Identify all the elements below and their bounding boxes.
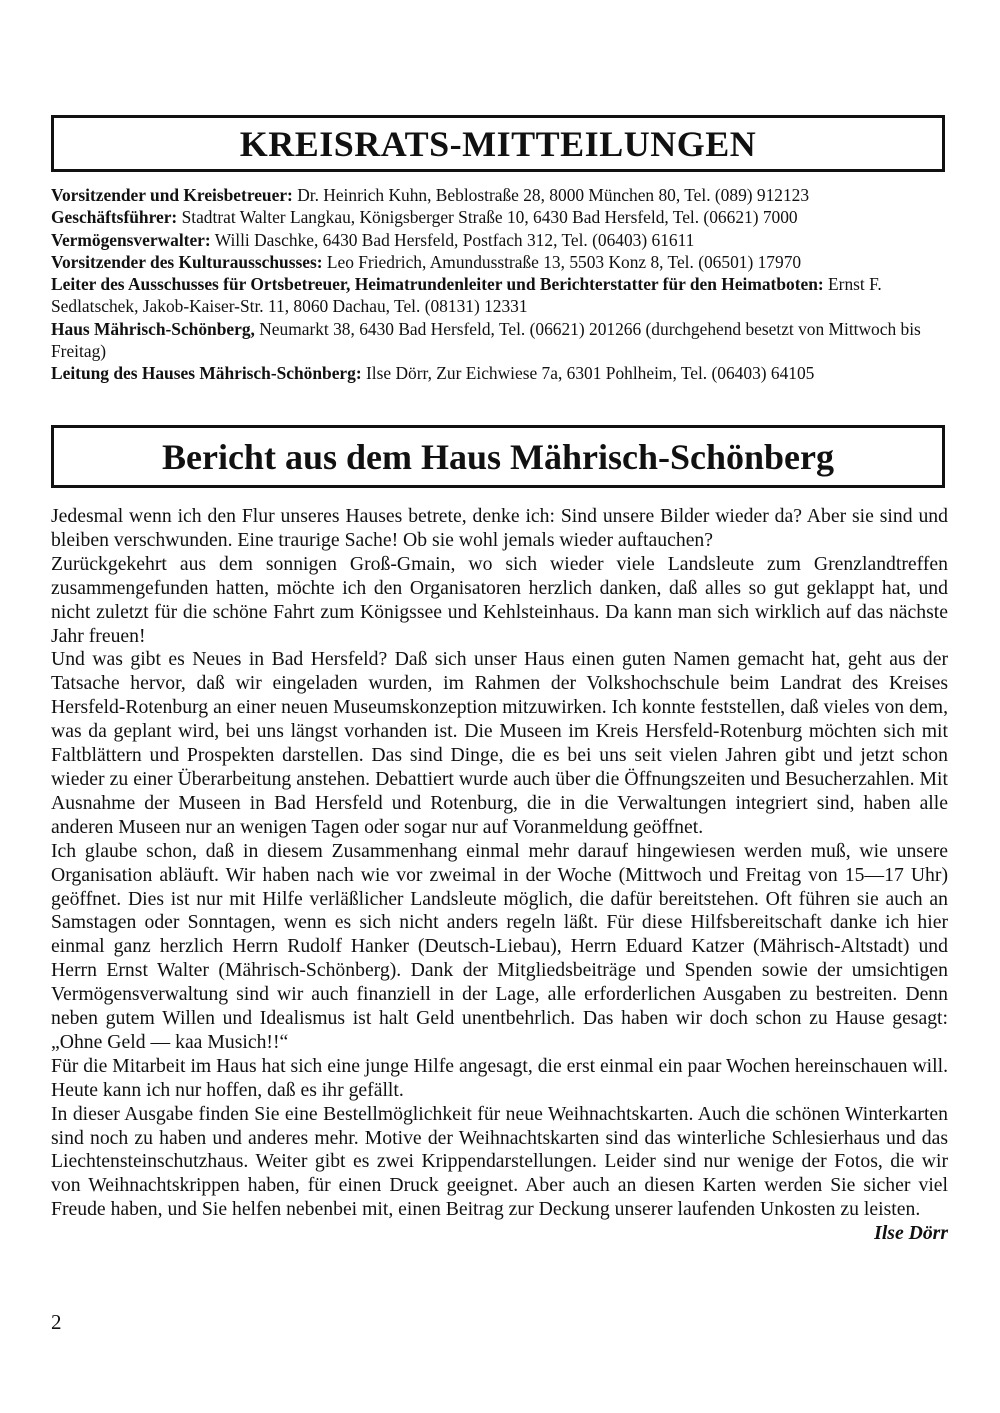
section-header-kreisrats-mitteilungen xyxy=(51,115,945,172)
section-title: KREISRATS-MITTEILUNGEN xyxy=(239,123,757,164)
contact-entry: Vorsitzender und Kreisbetreuer: Dr. Heinrich Kuhn, Beblostraße 28, 8000 München 80, Tel. (089) 912123 xyxy=(51,185,810,205)
article-paragraph: Für die Mitarbeit im Haus hat sich eine junge Hilfe angesagt, die erst einmal ein paar Wochen hereinschauen will. Heute kann ich nur hoffen, daß es ihr gefällt. xyxy=(51,1054,948,1101)
contact-entry: Geschäftsführer: Stadtrat Walter Langkau, Königsberger Straße 10, 6430 Bad Hersfeld, Tel. (06621) 7000 xyxy=(51,207,798,228)
article-paragraph: Ich glaube schon, daß in diesem Zusammenhang einmal mehr darauf hingewiesen werden muß, wie unsere Organisation abläuft. Wir haben nach wie vor zweimal in der Woche (Mittwoch und Freitag von 15—17 Uhr) geöffnet. Dies ist nur mit Hilfe verläßlicher Landsleute möglich, die dafür bereitstehen. Oft führen sie auch an Samstagen oder Sonntagen, wenn es sich nicht anders regeln läßt. Für diese Hilfsbereitschaft danke ich hier einmal ganz herzlich Herrn Rudolf Hanker (Deutsch-Liebau), Herrn Eduard Katzer (Mährisch-Altstadt) und Herrn Ernst Walter (Mährisch-Schönberg). Dank der Mitgliedsbeiträge und Spenden sowie der umsichtigen Vermögensverwaltung sind wir auch finanziell in der Lage, alle erforderlichen Ausgaben zu bestreiten. Denn neben gutem Willen und Idealismus ist halt Geld unentbehrlich. Das haben wir doch schon zu Hause gesagt: „Ohne Geld — kaa Musich!!“ xyxy=(51,839,948,1053)
page-number: 2 xyxy=(51,1310,62,1334)
author-signature: Ilse Dörr xyxy=(874,1222,948,1245)
contact-entry: Leitung des Hauses Mährisch-Schönberg: Ilse Dörr, Zur Eichwiese 7a, 6301 Pohlheim, Tel. (06403) 64105 xyxy=(51,363,815,384)
contact-entry: Vorsitzender des Kulturausschusses: Leo Friedrich, Amundusstraße 13, 5503 Konz 8, Tel. (06501) 17970 xyxy=(51,251,802,272)
contact-entry: Leiter des Ausschusses für Ortsbetreuer, Heimatrundenleiter und Berichterstatter für den Heimatboten: Ernst F. Sedlatschek, Jakob-Kaiser-Str. 11, 8060 Dachau, Tel. (08131) 12331 xyxy=(51,274,882,317)
article-paragraph-text: In dieser Ausgabe finden Sie eine Bestellmöglichkeit für neue Weihnachtskarten. Auch die schönen Winterkarten sind noch zu haben und anderes mehr. Motive der Weihnachtskarten sind das winterliche Schlesierhaus und das Liechtensteinschutzhaus. Weiter gibt es zwei Krippendarstellungen. Leider sind nur wenige der Fotos, die wir von Weihnachtskrippen haben, für einen Druck geeignet. Aber auch an diesen Karten werden Sie sicher viel Freude haben, und Sie helfen nebenbei mit, einen Beitrag zur Deckung unserer laufenden Unkosten zu leisten. xyxy=(51,1102,948,1221)
article-title: Bericht aus dem Haus Mährisch-Schönberg xyxy=(161,436,834,477)
article-paragraph: Zurückgekehrt aus dem sonnigen Groß-Gmain, wo sich wieder viele Landsleute zum Grenzlandtreffen zusammengefunden hatten, möchte ich den Organisatoren herzlich danken, daß alles so gut geklappt hat, und nicht zuletzt für die schöne Fahrt zum Königssee und Kehlsteinhaus. Da kann man sich wirklich auf das nächste Jahr freuen! xyxy=(51,552,948,647)
article-paragraph-last xyxy=(51,1102,948,1245)
contact-entry: Vermögensverwalter: Willi Daschke, 6430 Bad Hersfeld, Postfach 312, Tel. (06403) 61611 xyxy=(51,229,695,250)
article-paragraph: Und was gibt es Neues in Bad Hersfeld? Daß sich unser Haus einen guten Namen gemacht hat, geht aus der Tatsache hervor, daß wir eingeladen wurden, im Rahmen der Volkshochschule beim Landrat des Kreises Hersfeld-Rotenburg an einer neuen Museumskonzeption mitzuwirken. Ich konnte feststellen, daß vieles von dem, was da geplant wird, bei uns längst vorhanden ist. Die Museen im Kreis Hersfeld-Rotenburg möchten sich mit Faltblättern und Prospekten darstellen. Das sind Dinge, die es bei uns seit vielen Jahren gibt und jetzt schon wieder zu einer Überarbeitung anstehen. Debattiert wurde auch über die Öffnungszeiten und Besucherzahlen. Mit Ausnahme der Museen in Bad Hersfeld und Rotenburg, die in die Verwaltungen integriert sind, haben alle anderen Museen nur an wenigen Tagen oder sogar nur auf Voranmeldung geöffnet. xyxy=(51,648,948,838)
article-header xyxy=(51,425,945,488)
contact-entry: Haus Mährisch-Schönberg, Neumarkt 38, 6430 Bad Hersfeld, Tel. (06621) 201266 (durchgehend besetzt von Mittwoch bis Freitag) xyxy=(51,318,921,362)
article-body xyxy=(51,505,948,1246)
contact-list xyxy=(51,184,951,385)
article-paragraph: Jedesmal wenn ich den Flur unseres Hauses betrete, denke ich: Sind unsere Bilder wieder da? Aber sie sind und bleiben verschwunden. Eine traurige Sache! Ob sie wohl jemals wieder auftauchen? xyxy=(51,505,948,551)
